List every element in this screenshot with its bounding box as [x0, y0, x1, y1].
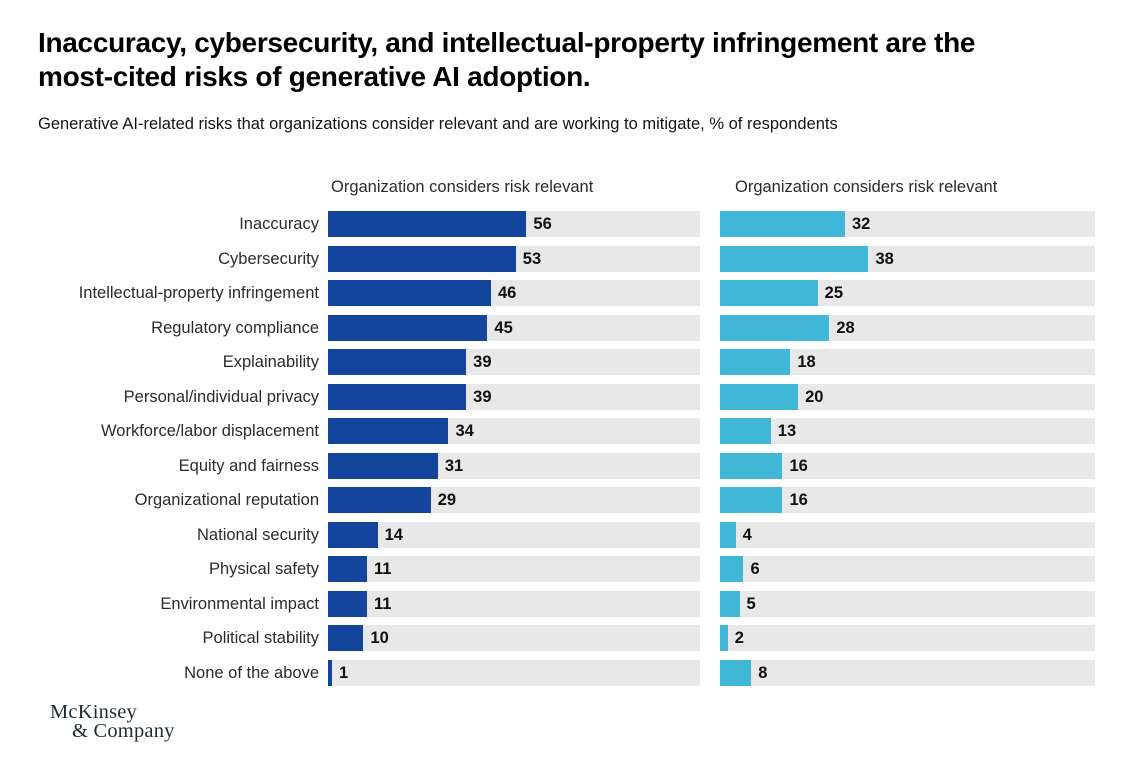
right-bar: [720, 211, 845, 237]
left-bar: [328, 556, 367, 582]
left-bar-track: [328, 660, 700, 686]
chart-row: [22, 556, 1095, 582]
value-label: 29: [437, 491, 457, 509]
right-bar-track: [720, 246, 1095, 272]
value-label: 14: [384, 525, 403, 544]
left-bar: [328, 384, 466, 410]
right-bar: [720, 522, 736, 548]
left-bar-track: [328, 315, 700, 341]
right-bar-track: [720, 591, 1095, 617]
chart-row: [22, 660, 1095, 686]
right-bar: [720, 591, 740, 617]
row-label: National security: [197, 525, 319, 544]
left-bar-track: [328, 418, 700, 444]
chart-row: [22, 625, 1095, 651]
value-label: 32: [851, 215, 871, 233]
chart-row: [22, 315, 1095, 341]
right-bar: [720, 453, 782, 479]
page-subtitle: Generative AI-related risks that organizations consider relevant and are working to mitigate, % of respondents: [38, 115, 838, 133]
left-column-header: Organization considers risk relevant: [331, 177, 594, 196]
right-bar: [720, 487, 782, 513]
row-label: Explainability: [222, 353, 319, 371]
right-column-header: Organization considers risk relevant: [735, 177, 998, 196]
left-bar-track: [328, 487, 700, 513]
right-bar-track: [720, 418, 1095, 444]
row-label: Organizational reputation: [134, 491, 319, 509]
chart-row: [22, 453, 1095, 479]
left-bar-track: [328, 384, 700, 410]
right-bar-track: [720, 384, 1095, 410]
left-bar-track: [328, 625, 700, 651]
left-bar: [328, 418, 448, 444]
value-label: 45: [494, 318, 513, 337]
right-bar: [720, 556, 743, 582]
row-label: Political stability: [202, 629, 319, 647]
right-bar-track: [720, 556, 1095, 582]
right-bar: [720, 384, 798, 410]
right-bar: [720, 418, 771, 444]
value-label: 25: [824, 284, 844, 302]
value-label: 39: [473, 387, 492, 406]
value-label: 10: [370, 629, 389, 647]
value-label: 16: [789, 456, 808, 475]
row-label: Equity and fairness: [178, 456, 319, 475]
right-bar: [720, 349, 790, 375]
value-label: 28: [836, 318, 855, 337]
row-label: Workforce/labor displacement: [101, 422, 319, 440]
chart-header-row: [22, 176, 1095, 198]
bar-chart: [22, 176, 1095, 686]
left-bar: [328, 625, 363, 651]
right-bar: [720, 246, 868, 272]
chart-row: [22, 211, 1095, 237]
left-bar: [328, 349, 466, 375]
value-label: 20: [805, 387, 824, 406]
row-label: None of the above: [184, 663, 319, 682]
right-bar-track: [720, 660, 1095, 686]
chart-row: [22, 349, 1095, 375]
chart-body: [22, 211, 1095, 686]
mckinsey-logo: [50, 703, 175, 741]
value-label: 56: [533, 215, 552, 233]
left-bar-track: [328, 453, 700, 479]
right-bar: [720, 625, 728, 651]
left-bar: [328, 591, 367, 617]
value-label: 1: [339, 663, 349, 682]
logo-line-2: & Company: [72, 720, 175, 742]
row-label: Cybersecurity: [218, 249, 319, 268]
chart-row: [22, 246, 1095, 272]
chart-row: [22, 487, 1095, 513]
value-label: 13: [777, 422, 797, 440]
logo-line-1: McKinsey: [50, 701, 138, 723]
left-bar-track: [328, 556, 700, 582]
left-bar-track: [328, 522, 700, 548]
left-bar-track: [328, 591, 700, 617]
right-bar-track: [720, 211, 1095, 237]
value-label: 2: [734, 629, 744, 647]
row-label: Inaccuracy: [239, 215, 319, 233]
right-bar-track: [720, 349, 1095, 375]
left-bar: [328, 487, 431, 513]
row-label: Personal/individual privacy: [123, 387, 319, 406]
left-bar: [328, 280, 491, 306]
right-bar: [720, 660, 751, 686]
row-label: Environmental impact: [160, 594, 319, 613]
value-label: 18: [797, 353, 816, 371]
right-bar-track: [720, 315, 1095, 341]
row-label: Intellectual-property infringement: [78, 284, 319, 302]
right-bar-track: [720, 487, 1095, 513]
value-label: 8: [758, 663, 768, 682]
value-label: 46: [497, 284, 517, 302]
right-bar-track: [720, 522, 1095, 548]
left-bar-track: [328, 280, 700, 306]
right-bar: [720, 315, 829, 341]
value-label: 38: [875, 249, 894, 268]
value-label: 53: [522, 249, 542, 268]
right-bar-track: [720, 280, 1095, 306]
row-label: Physical safety: [208, 560, 319, 578]
chart-row: [22, 384, 1095, 410]
value-label: 16: [789, 491, 808, 509]
left-bar-track: [328, 211, 700, 237]
left-bar-track: [328, 246, 700, 272]
value-label: 5: [746, 594, 756, 613]
left-bar: [328, 522, 378, 548]
value-label: 4: [742, 525, 752, 544]
value-label: 11: [373, 560, 392, 578]
left-bar: [328, 211, 526, 237]
value-label: 11: [373, 594, 392, 613]
value-label: 34: [455, 422, 474, 440]
right-bar: [720, 280, 818, 306]
chart-row: [22, 591, 1095, 617]
left-bar: [328, 246, 516, 272]
right-bar-track: [720, 453, 1095, 479]
value-label: 31: [444, 456, 464, 475]
row-label: Regulatory compliance: [151, 318, 319, 337]
left-bar: [328, 453, 438, 479]
value-label: 6: [750, 560, 760, 578]
chart-row: [22, 522, 1095, 548]
left-bar: [328, 660, 332, 686]
chart-row: [22, 418, 1095, 444]
page-title: Inaccuracy, cybersecurity, and intellectual-property infringement are the most-cited risks of generative AI adoption.: [38, 27, 976, 93]
left-bar-track: [328, 349, 700, 375]
chart-row: [22, 280, 1095, 306]
left-bar: [328, 315, 487, 341]
right-bar-track: [720, 625, 1095, 651]
value-label: 39: [473, 353, 492, 371]
